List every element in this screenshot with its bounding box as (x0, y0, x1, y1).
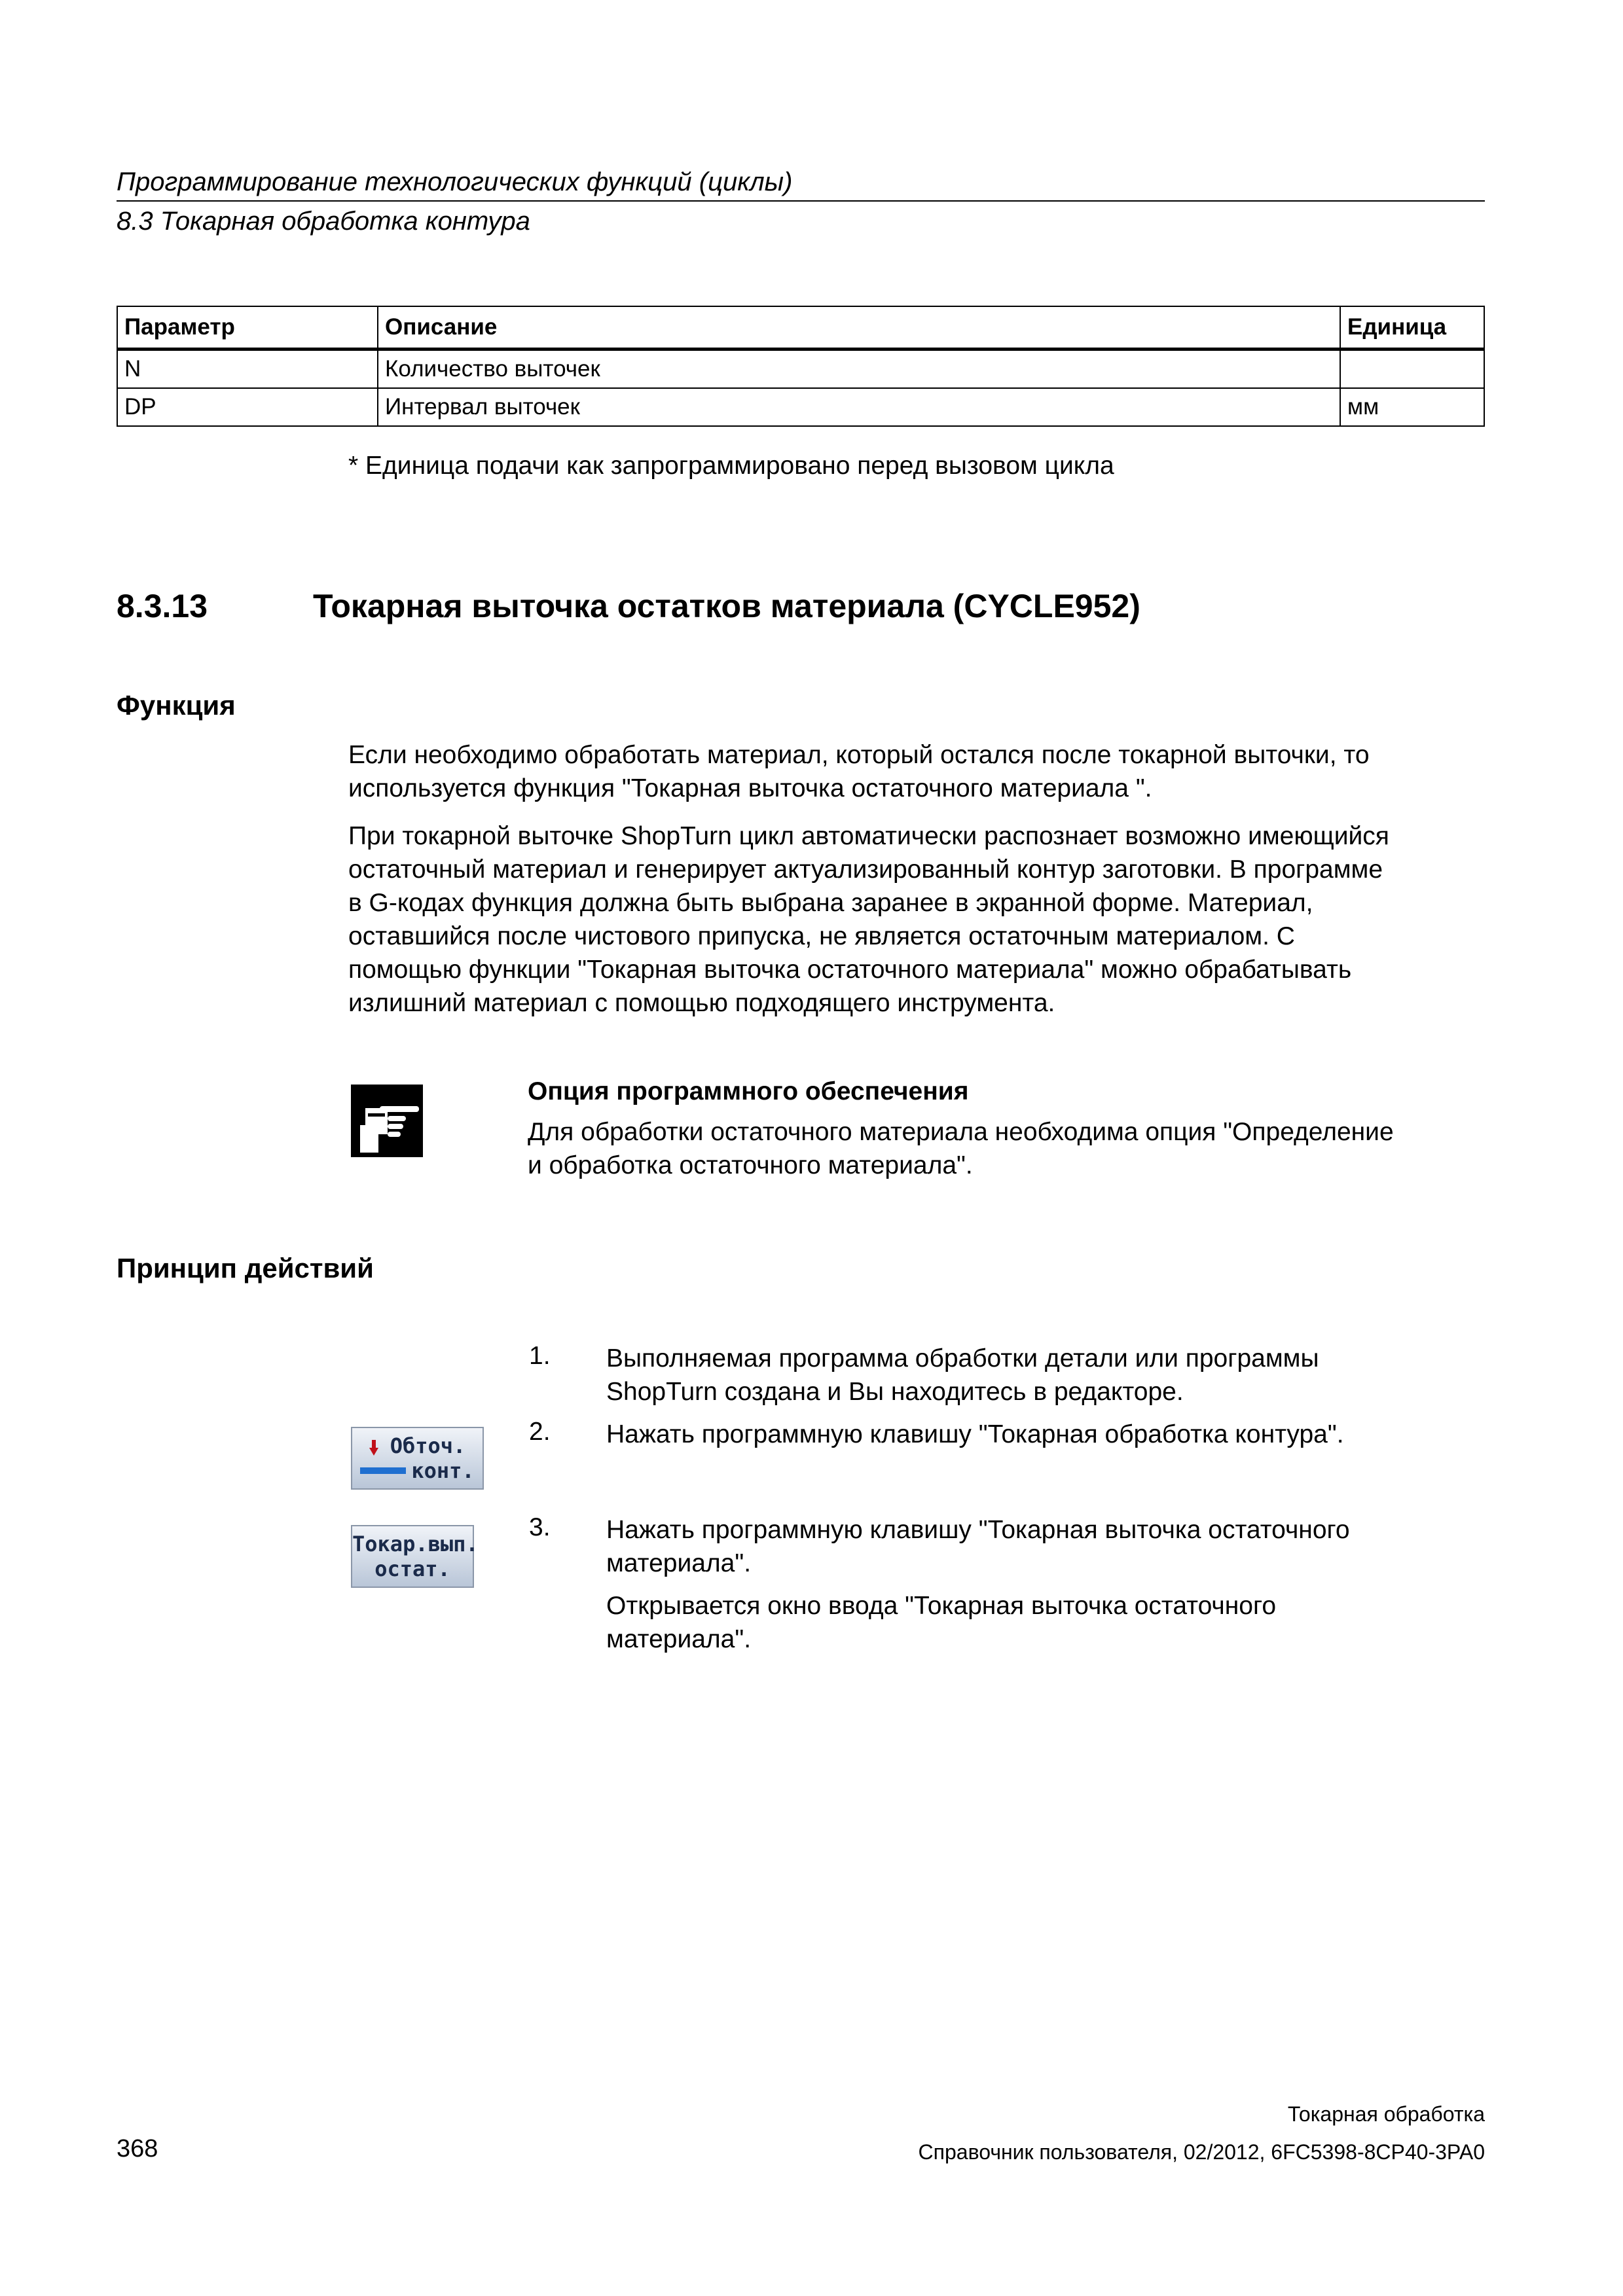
text-line: оставшийся после чистового припуска, не является остаточным материалом. С (348, 922, 1295, 950)
step-result-text (606, 1589, 1276, 1656)
step-text (606, 1418, 1344, 1451)
softkey-label-2: конт. (411, 1458, 475, 1483)
text-line: Для обработки остаточного материала необходима опция "Определение (528, 1118, 1394, 1146)
text-line: остаточный материал и генерирует актуализированный контур заготовки. В программе (348, 855, 1383, 884)
table-footnote: * Единица подачи как запрограммировано перед вызовом цикла (348, 452, 1114, 480)
section-number: 8.3.13 (117, 588, 208, 624)
text-line: Если необходимо обработать материал, который остался после токарной выточки, то (348, 741, 1370, 769)
cell-description: Интервал выточек (378, 388, 1340, 426)
text-line: материала". (606, 1549, 752, 1577)
header-divider (117, 200, 1485, 202)
page-number: 368 (117, 2135, 158, 2162)
text-line: в G-кодах функция должна быть выбрана заранее в экранной форме. Материал, (348, 889, 1313, 917)
footer-book-title: Токарная обработка (1287, 2102, 1485, 2126)
softkey-label-1: Токар.вып. (352, 1532, 479, 1556)
function-paragraph-1 (348, 738, 1370, 805)
softkey-label-2: остат. (374, 1556, 450, 1581)
text-line: ShopTurn создана и Вы находитесь в редакторе. (606, 1378, 1184, 1406)
function-paragraph-2 (348, 819, 1389, 1020)
residual-grooving-softkey[interactable] (351, 1525, 479, 1588)
text-line: Открывается окно ввода "Токарная выточка остаточного (606, 1592, 1277, 1620)
text-line: Нажать программную клавишу "Токарная обработка контура". (606, 1420, 1344, 1448)
workpiece-line-icon (360, 1467, 406, 1474)
text-line: Нажать программную клавишу "Токарная выточка остаточного (606, 1516, 1350, 1544)
text-line: и обработка остаточного материала". (528, 1151, 973, 1179)
principle-heading: Принцип действий (117, 1253, 374, 1283)
text-line: материала". (606, 1625, 752, 1653)
pointing-hand-icon (351, 1085, 423, 1157)
col-header-parameter: Параметр (117, 306, 378, 350)
softkey-label-1: Обточ. (390, 1433, 466, 1458)
cell-unit (1340, 350, 1484, 389)
text-line: При токарной выточке ShopTurn цикл автоматически распознает возможно имеющийся (348, 822, 1389, 850)
text-line: помощью функции "Токарная выточка остаточного материала" можно обрабатывать (348, 956, 1352, 984)
text-line: Выполняемая программа обработки детали или программы (606, 1344, 1319, 1372)
table-row (117, 350, 1484, 389)
note-text (528, 1115, 1394, 1182)
table-row (117, 388, 1484, 426)
step-number: 1. (529, 1342, 551, 1370)
text-line: используется функция "Токарная выточка остаточного материала ". (348, 774, 1152, 802)
step-text (606, 1513, 1350, 1580)
turning-contour-softkey[interactable] (351, 1427, 484, 1490)
cell-parameter: DP (117, 388, 378, 426)
note-heading: Опция программного обеспечения (528, 1077, 969, 1105)
function-heading: Функция (117, 690, 236, 721)
table-header-row (117, 306, 1484, 350)
cell-description: Количество выточек (378, 350, 1340, 389)
footer-reference: Справочник пользователя, 02/2012, 6FC5398-8CP40-3PA0 (918, 2140, 1485, 2164)
cell-unit: мм (1340, 388, 1484, 426)
running-header-subtitle: 8.3 Токарная обработка контура (117, 207, 530, 236)
cell-parameter: N (117, 350, 378, 389)
running-header-title: Программирование технологических функций (циклы) (117, 168, 793, 196)
step-number: 2. (529, 1418, 551, 1446)
contour-arrow-icon (369, 1437, 384, 1454)
parameter-table (117, 306, 1485, 427)
section-title: Токарная выточка остатков материала (CYCLE952) (313, 588, 1140, 624)
text-line: излишний материал с помощью подходящего инструмента. (348, 989, 1055, 1017)
col-header-description: Описание (378, 306, 1340, 350)
step-text (606, 1342, 1319, 1408)
col-header-unit: Единица (1340, 306, 1484, 350)
step-number: 3. (529, 1513, 551, 1541)
